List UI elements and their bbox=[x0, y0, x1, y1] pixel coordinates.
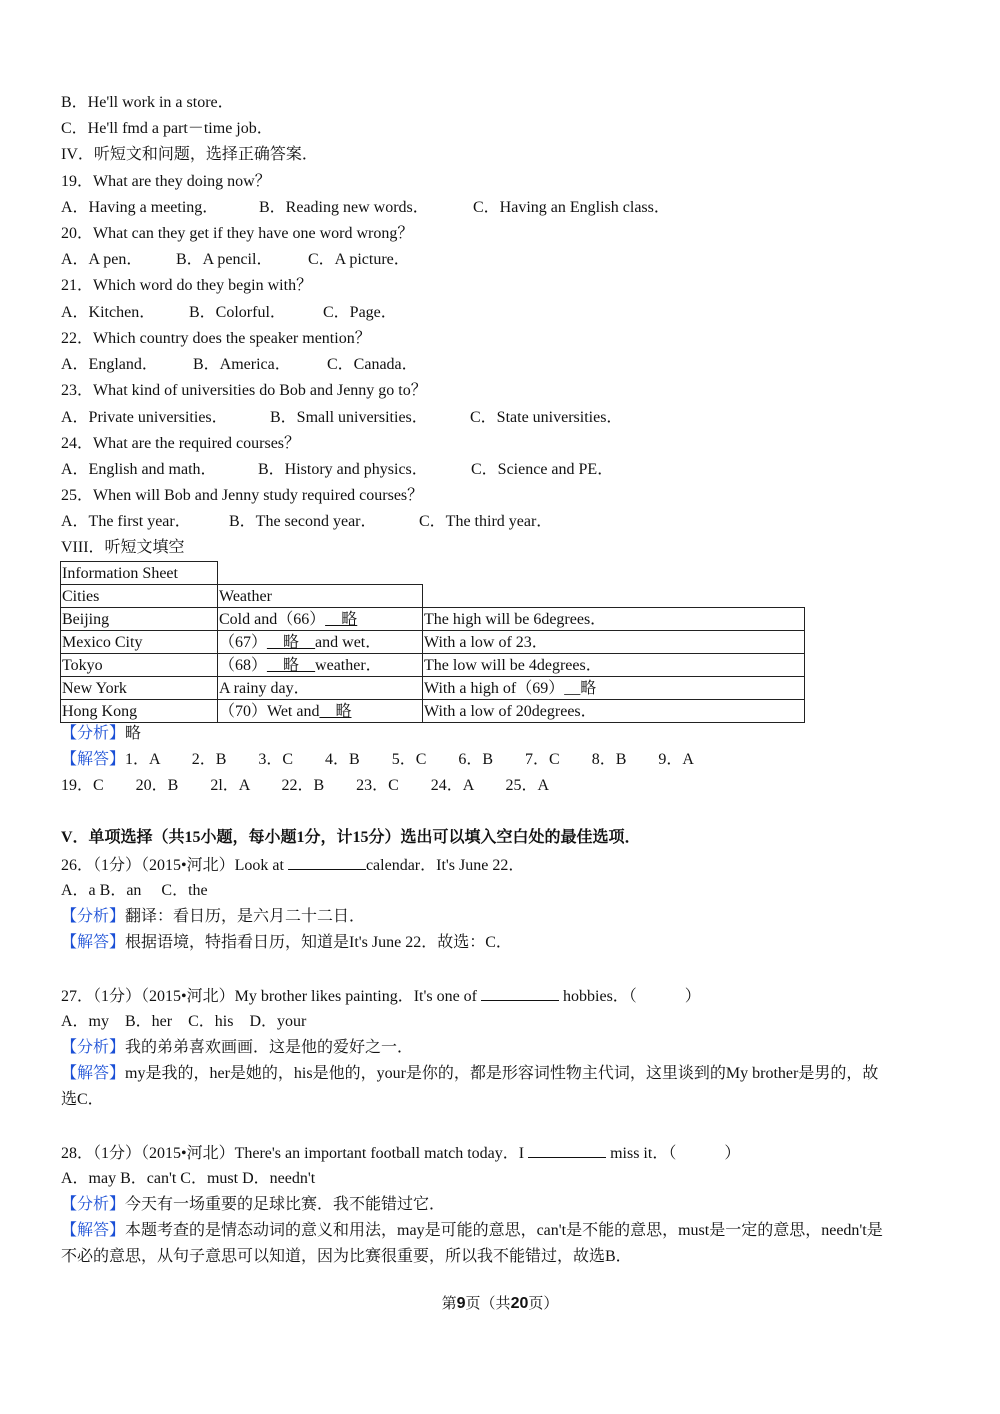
option-a: A．England． bbox=[61, 356, 158, 373]
option-a: A．The first year． bbox=[61, 513, 191, 530]
q18-option-c: C．He'll fmd a part－time job． bbox=[61, 120, 273, 137]
option-c: C．State universities． bbox=[470, 409, 623, 426]
weather-cell: （67）__略__and wet． bbox=[218, 631, 423, 654]
question-21: 21．Which word do they begin with？ bbox=[61, 277, 313, 294]
analysis-tag: 【分析】 bbox=[61, 1039, 126, 1056]
page-total: 20 bbox=[510, 1295, 529, 1312]
option-a: A．A pen． bbox=[61, 251, 143, 268]
question-24-options bbox=[61, 460, 614, 480]
answer-listening: 【解答】1．A 2．B 3．C 4．B 5．C 6．B 7．C 8．B 9．A bbox=[61, 751, 694, 768]
option-c: C．The third year． bbox=[419, 513, 553, 530]
option-a: A．English and math． bbox=[61, 461, 217, 478]
weather-cell: Cold and（66）__略 bbox=[218, 608, 423, 631]
weather-cell: （70）Wet and__略 bbox=[218, 700, 423, 723]
question-27: 27．（1分）（2015•河北）My brother likes painting．It's one of hobbies．（ ） bbox=[61, 988, 701, 1005]
option-b: B．The second year． bbox=[229, 513, 377, 530]
question-26: 26．（1分）（2015•河北）Look at calendar．It's June 22． bbox=[61, 857, 525, 874]
question-26-answer: 【解答】根据语境，特指看日历，知道是It's June 22．故选：C． bbox=[61, 934, 512, 951]
blank-answer: __略 bbox=[325, 611, 358, 628]
table-row bbox=[61, 677, 805, 700]
option-c: C．Canada． bbox=[327, 356, 418, 373]
question-22: 22．Which country does the speaker mention？ bbox=[61, 330, 371, 347]
question-21-options bbox=[61, 303, 397, 323]
note-cell: With a high of（69）__略 bbox=[423, 677, 805, 700]
option-b: B．Colorful． bbox=[189, 304, 286, 321]
answer-tag: 【解答】 bbox=[61, 751, 126, 768]
table-title: Information Sheet bbox=[61, 562, 218, 585]
option-a: A．Having a meeting． bbox=[61, 199, 219, 216]
blank-answer: __略 bbox=[319, 703, 352, 720]
table-row bbox=[61, 631, 805, 654]
section-8-title: VIII．听短文填空 bbox=[61, 539, 185, 556]
question-27-analysis: 【分析】我的弟弟喜欢画画．这是他的爱好之一． bbox=[61, 1039, 414, 1056]
option-c: C．Page． bbox=[323, 304, 397, 321]
section-4-title: IV．听短文和问题，选择正确答案． bbox=[61, 146, 318, 163]
question-28-answer-line2: 不必的意思，从句子意思可以知道，因为比赛很重要，所以我不能错过，故选B． bbox=[61, 1248, 632, 1265]
question-20: 20．What can they get if they have one word wrong？ bbox=[61, 225, 414, 242]
analysis-tag: 【分析】 bbox=[61, 908, 126, 925]
weather-cell: （68）__略__weather． bbox=[218, 654, 423, 677]
question-25-options bbox=[61, 512, 553, 532]
question-27-options: A．my B．her C．his D．your bbox=[61, 1013, 307, 1030]
option-c: C．Science and PE． bbox=[471, 461, 614, 478]
analysis-listening: 【分析】略 bbox=[61, 725, 142, 742]
information-sheet-table bbox=[60, 561, 805, 723]
section-5-title: V．单项选择（共15小题，每小题1分，计15分）选出可以填入空白处的最佳选项． bbox=[61, 829, 641, 846]
option-b: B．America． bbox=[193, 356, 291, 373]
question-22-options bbox=[61, 355, 418, 375]
question-28-analysis: 【分析】今天有一场重要的足球比赛．我不能错过它． bbox=[61, 1196, 446, 1213]
question-28-options: A．may B．can't C．must D．needn't bbox=[61, 1170, 316, 1187]
option-b: B．History and physics． bbox=[258, 461, 428, 478]
option-b: B．Reading new words． bbox=[259, 199, 429, 216]
question-27-answer-line2: 选C． bbox=[61, 1091, 104, 1108]
option-a: A．Kitchen． bbox=[61, 304, 156, 321]
question-26-options: A．a B．an C．the bbox=[61, 882, 208, 899]
page-footer: 第9页（共20页） bbox=[441, 1295, 559, 1312]
note-cell: With a low of 20degrees． bbox=[423, 700, 805, 723]
option-b: B．Small universities． bbox=[270, 409, 428, 426]
city-cell: Beijing bbox=[61, 608, 218, 631]
question-23-options bbox=[61, 408, 623, 428]
table-row bbox=[61, 654, 805, 677]
analysis-tag: 【分析】 bbox=[61, 725, 126, 742]
note-cell: With a low of 23． bbox=[423, 631, 805, 654]
page-number: 9 bbox=[456, 1295, 466, 1312]
option-a: A．Private universities． bbox=[61, 409, 228, 426]
city-cell: Tokyo bbox=[61, 654, 218, 677]
question-28-answer: 【解答】本题考查的是情态动词的意义和用法，may是可能的意思，can't是不能的意思，must是一定的意思，needn't是 bbox=[61, 1222, 883, 1239]
city-cell: Mexico City bbox=[61, 631, 218, 654]
option-c: C．Having an English class． bbox=[473, 199, 670, 216]
analysis-tag: 【分析】 bbox=[61, 1196, 126, 1213]
answer-tag: 【解答】 bbox=[61, 1222, 126, 1239]
question-20-options bbox=[61, 250, 410, 270]
question-26-analysis: 【分析】翻译：看日历，是六月二十二日． bbox=[61, 908, 366, 925]
blank-answer: __略__ bbox=[267, 634, 316, 651]
answer-tag: 【解答】 bbox=[61, 1065, 126, 1082]
city-cell: Hong Kong bbox=[61, 700, 218, 723]
answer-listening-line2: 19．C 20．B 2l．A 22．B 23．C 24．A 25．A bbox=[61, 777, 550, 794]
q18-option-b: B．He'll work in a store． bbox=[61, 94, 234, 111]
question-19-options bbox=[61, 198, 670, 218]
option-c: C．A picture． bbox=[308, 251, 410, 268]
option-b: B．A pencil． bbox=[176, 251, 273, 268]
note-cell: The high will be 6degrees． bbox=[423, 608, 805, 631]
weather-cell: A rainy day． bbox=[218, 677, 423, 700]
table-row bbox=[61, 608, 805, 631]
header-weather: Weather bbox=[218, 585, 423, 608]
city-cell: New York bbox=[61, 677, 218, 700]
header-cities: Cities bbox=[61, 585, 218, 608]
blank-answer: __略__ bbox=[267, 657, 316, 674]
table-row bbox=[61, 700, 805, 723]
answer-tag: 【解答】 bbox=[61, 934, 126, 951]
note-cell: The low will be 4degrees． bbox=[423, 654, 805, 677]
question-27-answer: 【解答】my是我的，her是她的，his是他的，your是你的，都是形容词性物主代词，这里谈到的My brother是男的，故 bbox=[61, 1065, 879, 1082]
question-19: 19．What are they doing now？ bbox=[61, 173, 271, 190]
question-25: 25．When will Bob and Jenny study required courses？ bbox=[61, 487, 424, 504]
question-23: 23．What kind of universities do Bob and Jenny go to？ bbox=[61, 382, 427, 399]
question-28: 28．（1分）（2015•河北）There's an important football match today．I miss it．（ ） bbox=[61, 1145, 741, 1162]
question-24: 24．What are the required courses？ bbox=[61, 435, 301, 452]
